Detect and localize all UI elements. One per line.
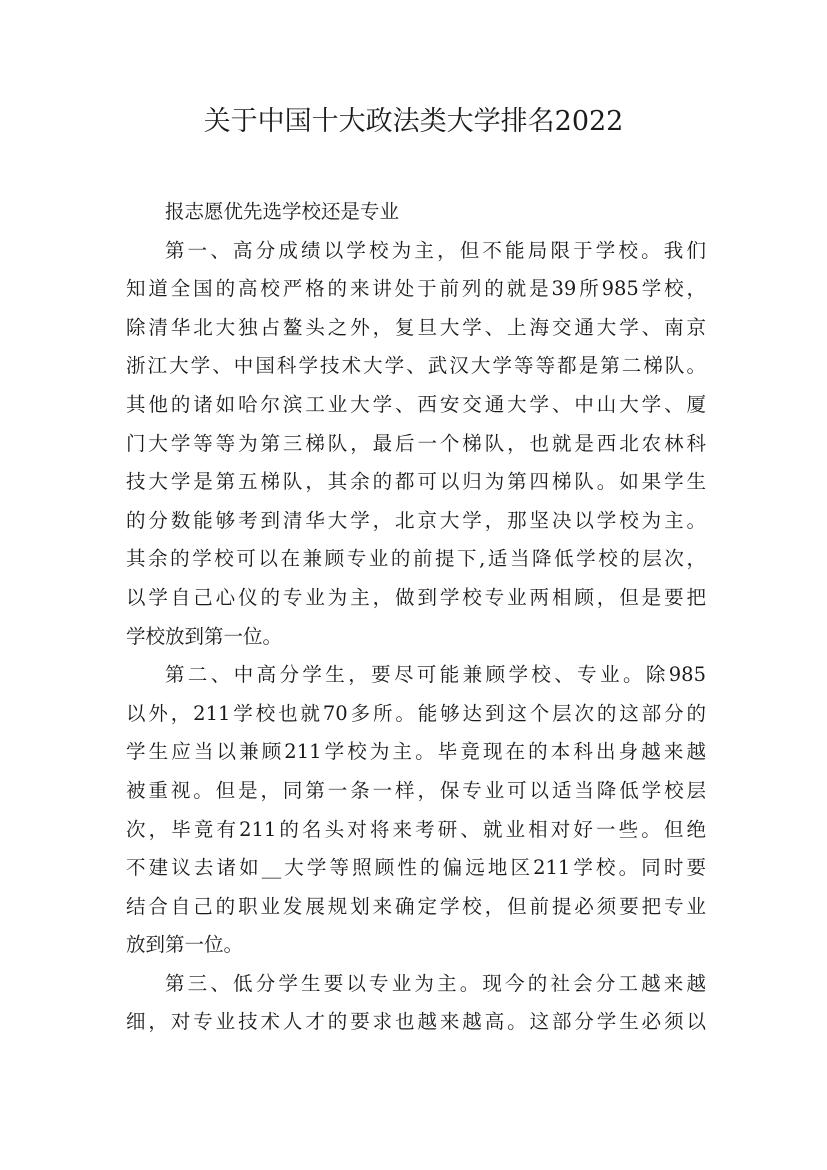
text-line: 知道全国的高校严格的来讲处于前列的就是39所985学校， xyxy=(126,277,706,301)
text-line: 报志愿优先选学校还是专业 xyxy=(165,200,400,223)
text-line: 浙江大学、中国科学技术大学、武汉大学等等都是第二梯队。 xyxy=(126,354,706,378)
text-line: 第一、高分成绩以学校为主，但不能局限于学校。我们 xyxy=(165,238,706,262)
text-line: 不建议去诸如__大学等照顾性的偏远地区211学校。同时要 xyxy=(126,856,706,880)
text-line: 除清华北大独占鳌头之外，复旦大学、上海交通大学、南京 xyxy=(126,315,706,339)
text-line: 学生应当以兼顾211学校为主。毕竟现在的本科出身越来越 xyxy=(126,740,706,764)
page-title: 关于中国十大政法类大学排名2022 xyxy=(203,106,624,137)
text-line: 其余的学校可以在兼顾专业的前提下,适当降低学校的层次， xyxy=(126,547,706,571)
text-line: 以学自己心仪的专业为主，做到学校专业两相顾，但是要把 xyxy=(126,585,706,609)
text-line: 技大学是第五梯队，其余的都可以归为第四梯队。如果学生 xyxy=(126,470,706,494)
text-line: 第三、低分学生要以专业为主。现今的社会分工越来越 xyxy=(165,971,706,995)
document-body xyxy=(126,193,706,1042)
text-line: 其他的诸如哈尔滨工业大学、西安交通大学、中山大学、厦 xyxy=(126,392,706,416)
text-line: 被重视。但是，同第一条一样，保专业可以适当降低学校层 xyxy=(126,778,706,802)
text-line: 放到第一位。 xyxy=(126,933,244,957)
text-line: 第二、中高分学生，要尽可能兼顾学校、专业。除985 xyxy=(165,663,706,687)
text-line: 次，毕竟有211的名头对将来考研、就业相对好一些。但绝 xyxy=(126,817,706,841)
text-line: 结合自己的职业发展规划来确定学校，但前提必须要把专业 xyxy=(126,894,706,918)
text-line: 学校放到第一位。 xyxy=(126,624,283,648)
text-line: 的分数能够考到清华大学，北京大学，那坚决以学校为主。 xyxy=(126,508,706,532)
text-line: 细，对专业技术人才的要求也越来越高。这部分学生必须以 xyxy=(126,1010,706,1034)
text-line: 以外，211学校也就70多所。能够达到这个层次的这部分的 xyxy=(126,701,706,725)
text-line: 门大学等等为第三梯队，最后一个梯队，也就是西北农林科 xyxy=(126,431,706,455)
